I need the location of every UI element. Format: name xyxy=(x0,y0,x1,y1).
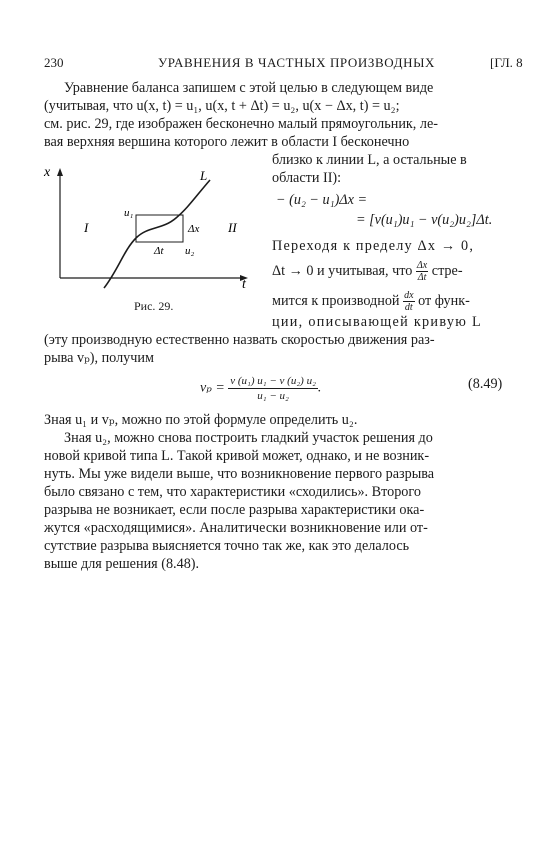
equation-line: − (u₂ − u₁)Δx = xyxy=(276,192,368,208)
equation-number: (8.49) xyxy=(468,376,503,392)
running-title: УРАВНЕНИЯ В ЧАСТНЫХ ПРОИЗВОДНЫХ xyxy=(158,55,436,70)
fraction-denominator: dt xyxy=(404,302,413,313)
text-line: рыва vₚ), получим xyxy=(44,350,154,366)
u1-label: u₁ xyxy=(124,207,134,219)
equation-denominator: u₁ − u₂ xyxy=(257,390,289,402)
text-line: новой кривой типа L. Такой кривой может, однако, и не возник- xyxy=(44,448,430,464)
figure-29 xyxy=(40,160,265,310)
fraction-numerator: dx xyxy=(404,290,414,301)
equation-line: = [v(u₁)u₁ − v(u₂)u₂]Δt. xyxy=(356,212,493,228)
equation-numerator: v (u₁) u₁ − v (u₂) u₂ xyxy=(230,375,316,387)
text-line: Зная u₁ и vₚ, можно по этой формуле определить u₂. xyxy=(44,412,358,428)
text-segment: стре- xyxy=(431,262,463,279)
chapter-marker: [ГЛ. 8 xyxy=(490,55,523,70)
text-line: см. рис. 29, где изображен бесконечно малый прямоугольник, ле- xyxy=(44,116,439,132)
text-line: выше для решения (8.48). xyxy=(44,556,200,572)
figure-caption: Рис. 29. xyxy=(134,299,174,313)
equation-fraction xyxy=(228,374,318,403)
region-II-label: II xyxy=(228,220,237,235)
axis-x-label: x xyxy=(44,165,51,180)
axis-t-label: t xyxy=(242,277,246,292)
text-segment: от функ- xyxy=(418,292,470,309)
curve-L-label: L xyxy=(200,168,208,183)
text-line xyxy=(272,260,463,283)
equation-period: . xyxy=(317,380,322,396)
x-axis-arrow-icon xyxy=(57,168,63,176)
fraction-derivative xyxy=(403,290,414,313)
fraction-dx-dt xyxy=(416,260,428,283)
text-line: Зная u₂, можно снова построить гладкий участок решения до xyxy=(64,430,433,446)
text-line: жутся «расходящимися». Аналитически возникновение или от- xyxy=(44,520,428,536)
text-segment: Δt → 0 и учитывая, что xyxy=(272,262,413,279)
text-line: сутствие разрыва выясняется точно так же, как это делалось xyxy=(44,538,410,554)
equation-8-49 xyxy=(200,374,321,403)
text-line: нуть. Мы уже видели выше, что возникновение первого разрыва xyxy=(44,466,435,482)
u2-label: u₂ xyxy=(185,245,195,257)
page-number: 230 xyxy=(44,55,64,70)
text-line: ции, описывающей кривую L xyxy=(272,314,482,330)
text-line: Уравнение баланса запишем с этой целью в следующем виде xyxy=(64,80,434,96)
region-I-label: I xyxy=(84,220,89,235)
text-line: (учитывая, что u(x, t) = u₁, u(x, t + Δt) = u₂, u(x − Δx, t) = u₂; xyxy=(44,98,400,114)
fraction-numerator: Δx xyxy=(416,260,428,271)
fraction-denominator: Δt xyxy=(417,272,427,283)
text-line xyxy=(272,290,470,313)
equation-lhs: vₚ = xyxy=(200,380,225,396)
text-line: Переходя к пределу Δx → 0, xyxy=(272,238,475,254)
delta-t-label: Δt xyxy=(154,245,164,257)
text-line: было связано с тем, что характеристики «сходились». Второго xyxy=(44,484,421,500)
text-line: (эту производную естественно назвать скоростью движения раз- xyxy=(44,332,435,348)
delta-x-label: Δx xyxy=(188,223,200,235)
text-line: области II): xyxy=(272,170,342,186)
text-line: близко к линии L, а остальные в xyxy=(272,152,467,168)
text-line: разрыва не возникает, если после разрыва характеристики ока- xyxy=(44,502,425,518)
text-segment: мится к производной xyxy=(272,292,400,309)
text-line: вая верхняя вершина которого лежит в области I бесконечно xyxy=(44,134,410,150)
